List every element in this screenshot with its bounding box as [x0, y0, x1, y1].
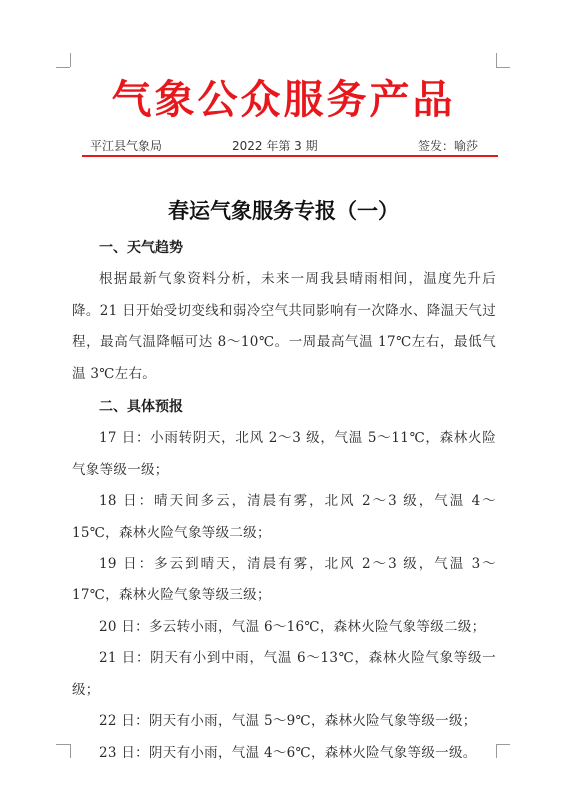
issuing-organization: 平江县气象局 [90, 139, 163, 153]
section-heading: 一、天气趋势 [99, 240, 183, 256]
document-body [72, 233, 496, 769]
forecast-day-19: 19 日：多云到晴天，清晨有雾，北风 2～3 级，气温 3～17℃，森林火险气象等级三级； [72, 556, 496, 604]
crop-mark-bottom-right-h [496, 744, 510, 745]
crop-mark-bottom-left-v [70, 744, 71, 758]
forecast-day-21: 21 日：阴天有小到中雨，气温 6～13℃，森林火险气象等级一级； [72, 650, 496, 698]
forecast-day-23: 23 日：阴天有小雨，气温 4～6℃，森林火险气象等级一级。 [99, 744, 477, 761]
forecast-day-22: 22 日：阴天有小雨，气温 5～9℃，森林火险气象等级一级； [99, 713, 477, 730]
crop-mark-top-right-h [496, 67, 510, 68]
crop-mark-top-right-v [496, 53, 497, 67]
issue-number: 2022 年第 3 期 [232, 139, 318, 153]
crop-mark-bottom-left-h [56, 744, 70, 745]
forecast-day-17: 17 日：小雨转阴天，北风 2～3 级，气温 5～11℃，森林火险气象等级一级； [72, 430, 496, 478]
crop-mark-top-left-v [70, 53, 71, 67]
issue-signer: 签发：喻莎 [417, 139, 478, 153]
issue-line [82, 137, 498, 155]
forecast-day-20: 20 日：多云转小雨，气温 6～16℃，森林火险气象等级二级； [99, 618, 486, 635]
masthead-divider [82, 155, 498, 157]
document-title: 春运气象服务专报（一） [168, 199, 399, 223]
forecast-day-18: 18 日：晴天间多云，清晨有雾，北风 2～3 级，气温 4～15℃，森林火险气象等级二级； [72, 493, 496, 541]
section-heading: 二、具体预报 [99, 399, 183, 416]
paragraph: 根据最新气象资料分析，未来一周我县晴雨相间，温度先升后降。21 日开始受切变线和弱冷空气共同影响有一次降水、降温天气过程，最高气温降幅可达 8～10℃。一周最高气温 17℃左右，最低气温 3℃左右。 [72, 271, 496, 382]
masthead-title: 气象公众服务产品 [111, 77, 456, 123]
crop-mark-bottom-right-v [496, 744, 497, 758]
crop-mark-top-left-h [56, 67, 70, 68]
